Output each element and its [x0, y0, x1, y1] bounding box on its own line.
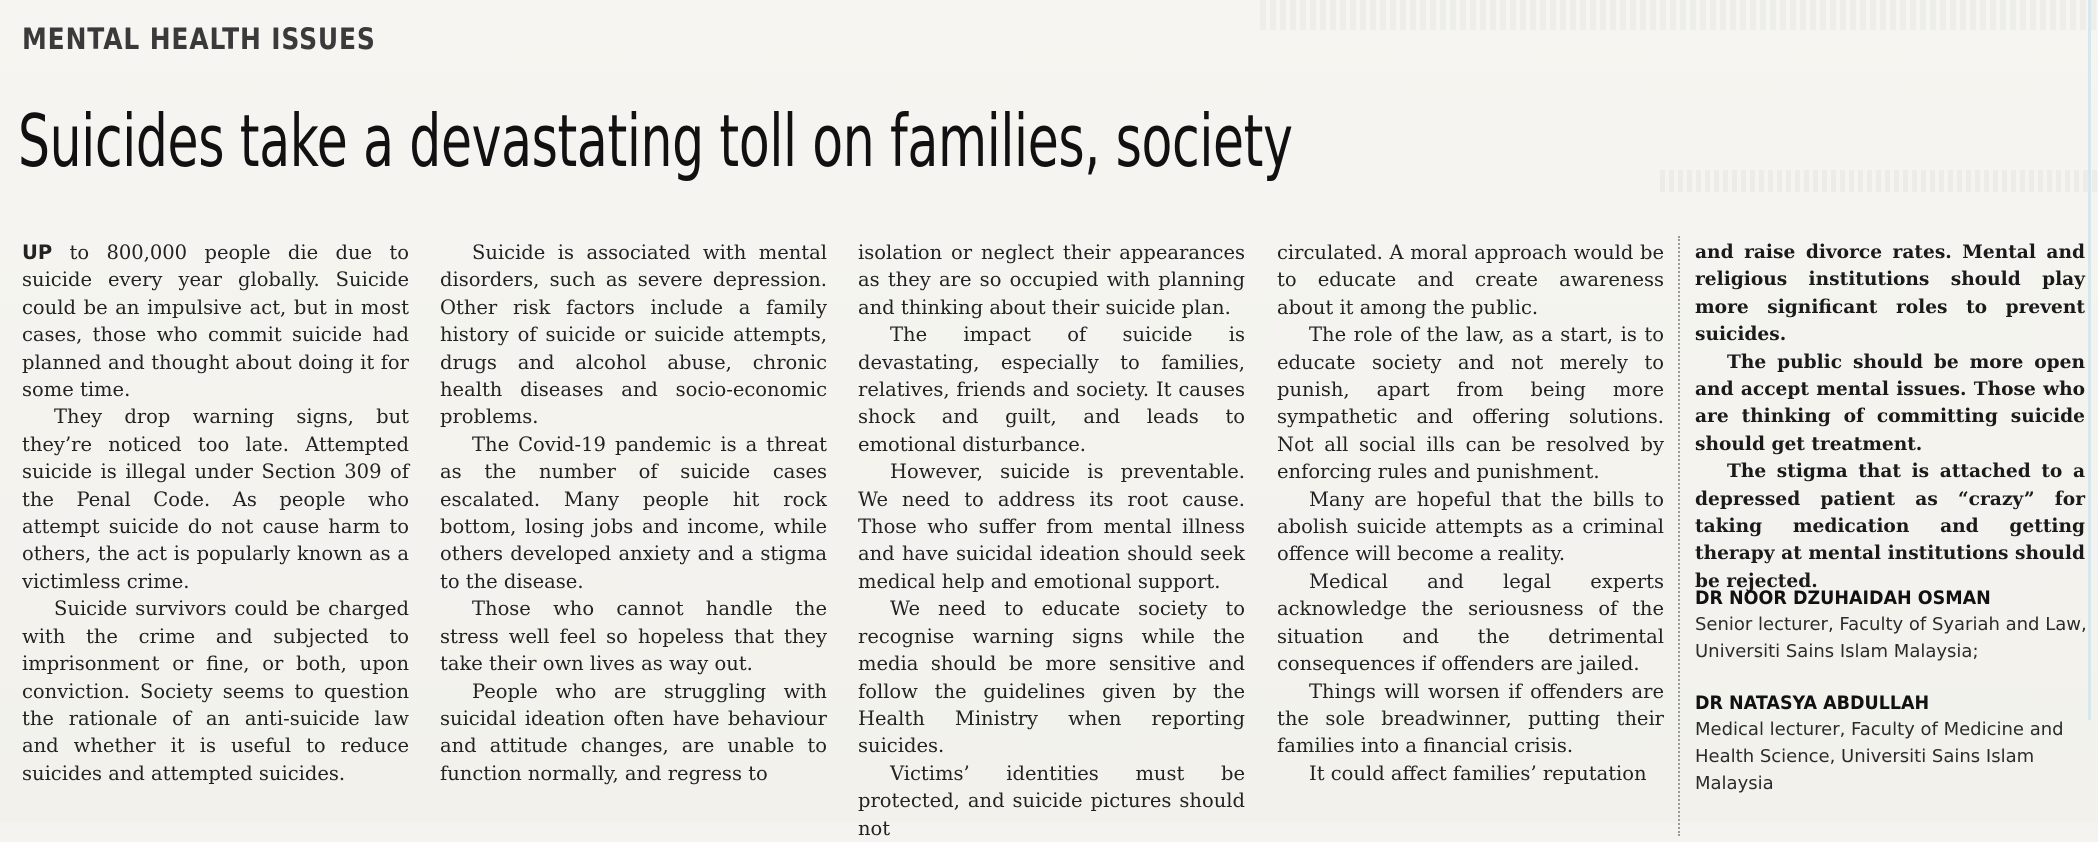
lead-in: UP: [22, 241, 53, 264]
paragraph: The role of the law, as a start, is to educate society and not merely to punish, apart from being more sympathetic and offering solutions. Not all social ills can be resolved by enforcing rules and punishment.: [1277, 323, 1664, 484]
paragraph: People who are struggling with suicidal ideation often have behaviour and attitude changes, are unable to function normally, and regress to: [440, 679, 827, 785]
article-column-5: [1695, 239, 2085, 595]
paragraph: Many are hopeful that the bills to abolish suicide attempts as a criminal offence will become a reality.: [1277, 487, 1664, 566]
paragraph: Suicide survivors could be charged with the crime and subjected to imprisonment or fine, or both, upon conviction. Society seems to question the rationale of an anti-suicide law and whether it is useful to reduce suicides and attempted suicides.: [22, 597, 409, 785]
article-column-4: [1277, 239, 1664, 787]
author-role: Senior lecturer, Faculty of Syariah and Law, Universiti Sains Islam Malaysia;: [1695, 614, 2087, 662]
paragraph: It could affect families’ reputation: [1309, 761, 1647, 785]
paragraph: The public should be more open and accept mental issues. Those who are thinking of committing suicide should get treatment.: [1695, 351, 2085, 455]
author-role: Medical lecturer, Faculty of Medicine and Health Science, Universiti Sains Islam Malaysia: [1695, 719, 2064, 794]
paragraph: The impact of suicide is devastating, especially to families, relatives, friends and society. It causes shock and guilt, and leads to emotional disturbance.: [858, 323, 1245, 456]
author-credit: [1695, 690, 2090, 797]
article-column-3: [858, 239, 1245, 842]
paragraph: We need to educate society to recognise warning signs while the media should be more sensitive and follow the guidelines given by the Health Ministry when reporting suicides.: [858, 597, 1245, 758]
article-column-2: [440, 239, 827, 787]
article-headline: Suicides take a devastating toll on families, society: [18, 99, 1293, 183]
author-name: DR NOOR DZUHAIDAH OSMAN: [1695, 587, 1991, 609]
bleed-through-text: [1260, 0, 2098, 30]
article-column-1: [22, 239, 409, 787]
paragraph: Suicide is associated with mental disorders, such as severe depression. Other risk factors include a family history of suicide or suicide attempts, drugs and alcohol abuse, chronic health diseases and socio-economic problems.: [440, 241, 827, 429]
paragraph: Medical and legal experts acknowledge the seriousness of the situation and the detrimental consequences if offenders are jailed.: [1277, 569, 1664, 676]
paragraph: Things will worsen if offenders are the sole breadwinner, putting their families into a financial crisis.: [1277, 679, 1664, 758]
paragraph: Victims’ identities must be protected, and suicide pictures should not: [858, 761, 1245, 840]
paragraph: [22, 239, 409, 403]
paragraph: They drop warning signs, but they’re noticed too late. Attempted suicide is illegal under Section 309 of the Penal Code. As people who attempt suicide do not cause harm to others, the act is popularly known as a victimless crime.: [22, 405, 409, 593]
paragraph: The stigma that is attached to a depressed patient as “crazy” for taking medication and getting therapy at mental institutions should be rejected.: [1695, 461, 2085, 592]
paragraph: circulated. A moral approach would be to educate and create awareness about it among the public.: [1277, 241, 1664, 319]
bleed-through-text: [1660, 170, 2098, 192]
paragraph: isolation or neglect their appearances as they are so occupied with planning and thinking about their suicide plan.: [858, 241, 1245, 319]
section-kicker: MENTAL HEALTH ISSUES: [22, 22, 376, 56]
paragraph: and raise divorce rates. Mental and religious institutions should play more significant roles to prevent suicides.: [1695, 242, 2085, 346]
author-name: DR NATASYA ABDULLAH: [1695, 692, 1930, 714]
paragraph: Those who cannot handle the stress well feel so hopeless that they take their own lives as way out.: [440, 597, 827, 676]
author-credit: [1695, 585, 2090, 665]
paragraph: The Covid-19 pandemic is a threat as the number of suicide cases escalated. Many people hit rock bottom, losing jobs and income, while others developed anxiety and a stigma to the disease.: [440, 432, 827, 593]
paragraph-text: to 800,000 people die due to suicide every year globally. Suicide could be an impulsive act, but in most cases, those who commit suicide had planned and thought about doing it for some time.: [22, 241, 409, 402]
column-divider: [1678, 236, 1680, 836]
paragraph: However, suicide is preventable. We need to address its root cause. Those who suffer from mental illness and have suicidal ideation should seek medical help and emotional support.: [858, 460, 1245, 593]
